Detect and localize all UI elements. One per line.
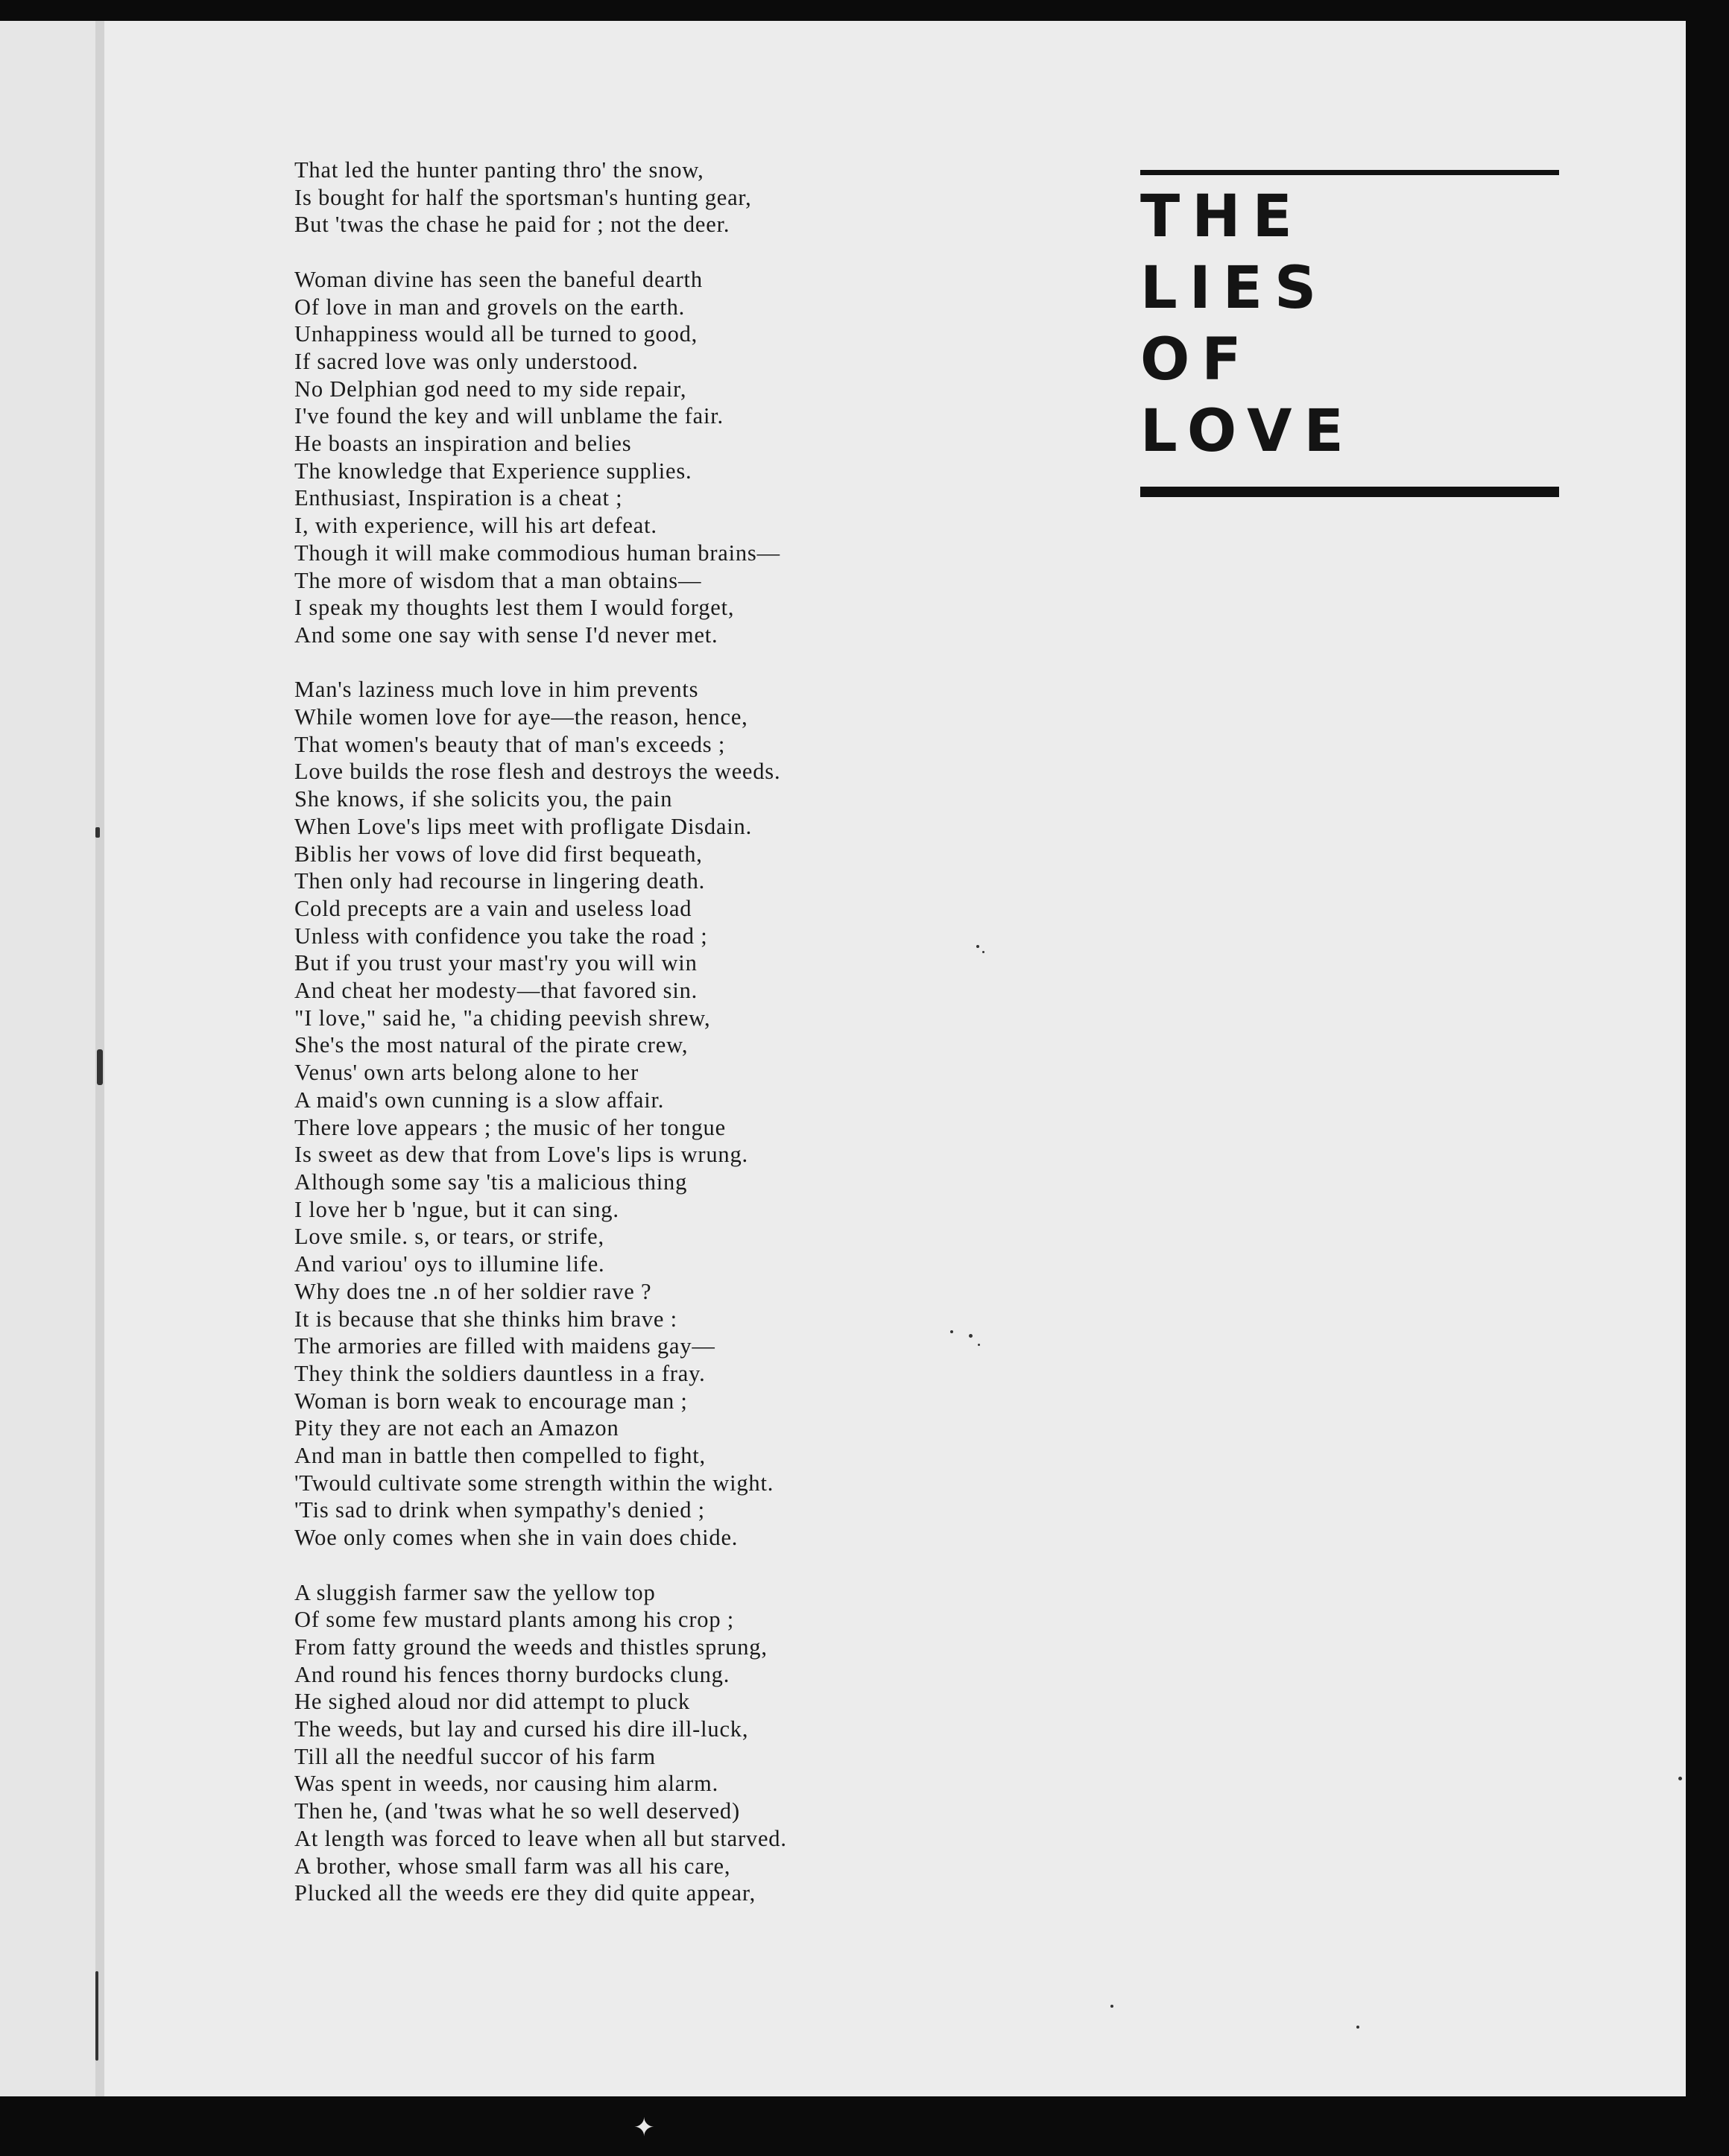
poem-line: But if you trust your mast'ry you will win (294, 950, 698, 976)
poem-line: Unless with confidence you take the road ; (294, 923, 708, 949)
poem-line: That led the hunter panting thro' the snow, (294, 157, 704, 183)
title-word: LOVE (1140, 398, 1356, 465)
poem-line: 'Twould cultivate some strength within the wight. (294, 1470, 774, 1496)
poem-line: Then he, (and 'twas what he so well deserved) (294, 1798, 740, 1824)
poem-line: The armories are filled with maidens gay— (294, 1333, 715, 1359)
poem-line: There love appears ; the music of her tongue (294, 1114, 726, 1140)
poem-line: Enthusiast, Inspiration is a cheat ; (294, 485, 623, 511)
poem-line: A sluggish farmer saw the yellow top (294, 1579, 656, 1605)
title-bottom-rule (1140, 487, 1559, 497)
poem-line: She knows, if she solicits you, the pain (294, 786, 673, 812)
poem-line: Man's laziness much love in him prevents (294, 677, 699, 703)
poem-line: From fatty ground the weeds and thistles sprung, (294, 1634, 768, 1660)
poem-line: Love smile. s, or tears, or strife, (294, 1224, 604, 1250)
poem-line: Woe only comes when she in vain does chide. (294, 1525, 739, 1551)
stanza (294, 157, 965, 238)
scan-speck (95, 1971, 98, 2061)
poem-line: Was spent in weeds, nor causing him alarm. (294, 1771, 719, 1797)
poem-line: And round his fences thorny burdocks clung. (294, 1661, 730, 1687)
poem-line: He sighed aloud nor did attempt to pluck (294, 1689, 690, 1715)
poem-line: Of love in man and grovels on the earth. (294, 294, 686, 320)
title-block (1140, 170, 1559, 497)
scan-speck (95, 827, 100, 838)
stanza (294, 1579, 965, 1907)
title-word: OF (1140, 326, 1254, 393)
poem-line: And man in battle then compelled to fight, (294, 1443, 706, 1469)
scan-speck (1678, 1777, 1682, 1780)
title-word: THE (1140, 183, 1304, 250)
poem-line: It is because that she thinks him brave : (294, 1306, 677, 1332)
poem-line: Of some few mustard plants among his crop ; (294, 1607, 735, 1633)
poem-line: I love her b 'ngue, but it can sing. (294, 1196, 619, 1222)
poem-body (294, 157, 965, 1907)
poem-line: 'Tis sad to drink when sympathy's denied ; (294, 1497, 705, 1523)
previous-page-edge (0, 21, 95, 2096)
poem-line: I speak my thoughts lest them I would forget, (294, 595, 735, 621)
poem-line: And variou' oys to illumine life. (294, 1251, 605, 1277)
poem-line: Unhappiness would all be turned to good, (294, 321, 698, 347)
scan-speck (1356, 2026, 1359, 2029)
poem-line: And some one say with sense I'd never met. (294, 622, 718, 648)
scan-speck (978, 1344, 980, 1346)
poem-line: When Love's lips meet with profligate Disdain. (294, 813, 753, 839)
poem-line: Till all the needful succor of his farm (294, 1743, 656, 1769)
stanza (294, 676, 965, 1552)
poem-line: Is sweet as dew that from Love's lips is wrung. (294, 1142, 748, 1168)
poem-line: I've found the key and will unblame the fair. (294, 403, 724, 429)
poem-line: Although some say 'tis a malicious thing (294, 1169, 688, 1195)
poem-line: Though it will make commodious human brains— (294, 540, 780, 566)
page-title (1140, 181, 1559, 467)
poem-line: Biblis her vows of love did first bequeath, (294, 841, 703, 867)
scan-speck (950, 1330, 953, 1333)
poem-line: At length was forced to leave when all but starved. (294, 1825, 787, 1851)
poem-line: She's the most natural of the pirate crew, (294, 1032, 689, 1058)
poem-line: That women's beauty that of man's exceeds ; (294, 731, 726, 757)
poem-line: A maid's own cunning is a slow affair. (294, 1087, 665, 1113)
poem-line: While women love for aye—the reason, hence, (294, 704, 748, 730)
poem-line: The knowledge that Experience supplies. (294, 458, 692, 484)
poem-line: Pity they are not each an Amazon (294, 1415, 619, 1441)
scan-speck (982, 951, 984, 953)
poem-line: Cold precepts are a vain and useless load (294, 895, 692, 921)
scan-artifact-mark: ✦ (633, 2113, 655, 2143)
poem-line: And cheat her modesty—that favored sin. (294, 978, 698, 1004)
poem-line: I, with experience, will his art defeat. (294, 513, 657, 539)
poem-line: No Delphian god need to my side repair, (294, 376, 687, 402)
poem-line: Woman is born weak to encourage man ; (294, 1388, 688, 1414)
poem-line: "I love," said he, "a chiding peevish shrew, (294, 1005, 711, 1031)
poem-line: Plucked all the weeds ere they did quite appear, (294, 1880, 756, 1906)
poem-line: Venus' own arts belong alone to her (294, 1060, 639, 1086)
poem-line: Woman divine has seen the baneful dearth (294, 266, 703, 292)
poem-line: But 'twas the chase he paid for ; not the deer. (294, 212, 730, 238)
poem-line: A brother, whose small farm was all his care, (294, 1853, 731, 1879)
poem-line: The more of wisdom that a man obtains— (294, 567, 702, 593)
poem-line: The weeds, but lay and cursed his dire ill-luck, (294, 1716, 749, 1742)
scan-speck (97, 1049, 103, 1085)
poem-line: Is bought for half the sportsman's hunting gear, (294, 184, 752, 210)
scan-speck (976, 945, 979, 948)
poem-line: Love builds the rose flesh and destroys the weeds. (294, 759, 781, 785)
poem-line: He boasts an inspiration and belies (294, 431, 632, 457)
poem-line: If sacred love was only understood. (294, 348, 639, 374)
title-top-rule (1140, 170, 1559, 175)
scan-speck (969, 1334, 973, 1338)
scan-speck (1110, 2005, 1113, 2008)
stanza (294, 266, 965, 649)
poem-line: Then only had recourse in lingering death. (294, 868, 706, 894)
title-word: LIES (1140, 255, 1329, 322)
poem-line: Why does tne .n of her soldier rave ? (294, 1278, 652, 1304)
poem-line: They think the soldiers dauntless in a fray. (294, 1360, 706, 1386)
